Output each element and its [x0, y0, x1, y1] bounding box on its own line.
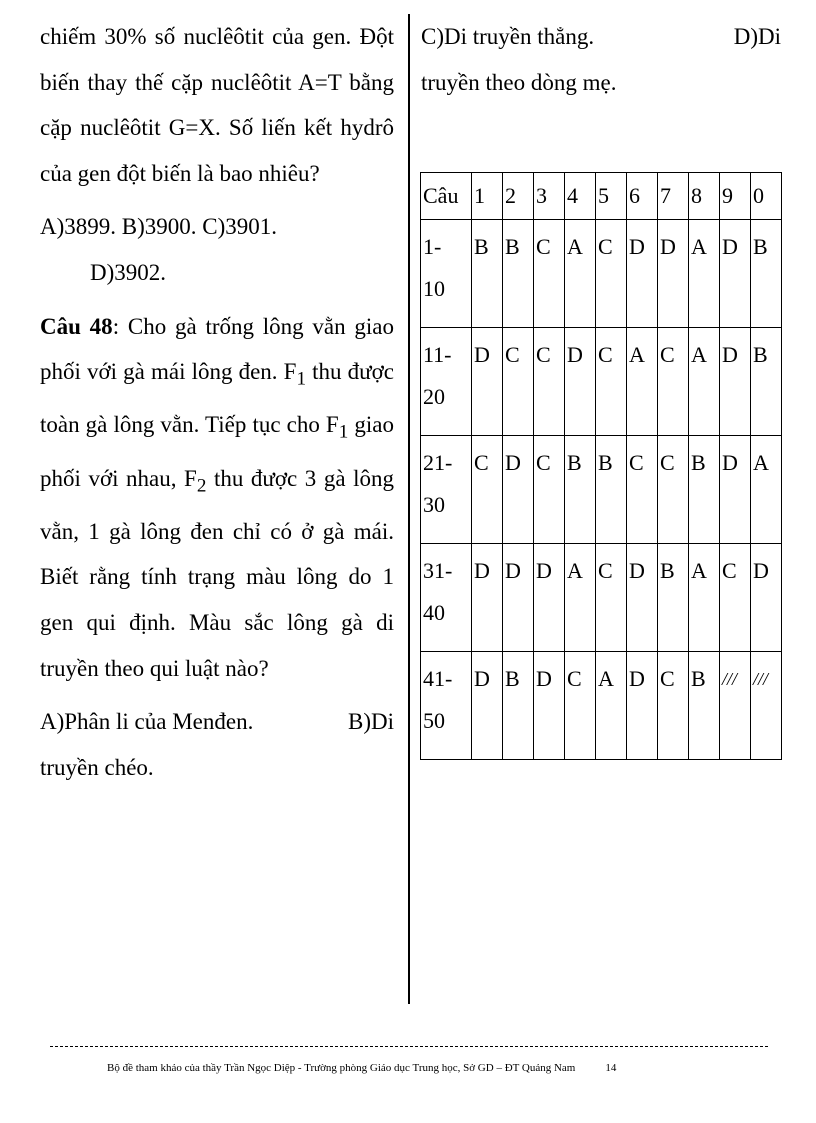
left-column: [40, 14, 394, 790]
answer-cell: B: [596, 436, 627, 544]
answer-cell: A: [689, 220, 720, 328]
question-48-text: Câu 48: Cho gà trống lông vằn giao phối với gà mái lông đen. $F_1$ thu được toàn gà lông vằn. Tiếp tục cho $F_1$ giao phối với nhau, $F_2$ thu được 3 gà lông vằn, 1 gà lông đen chỉ có ở gà mái. Biết rằng tính trạng màu lông do 1 gen qui định. Màu sắc lông gà di truyền theo qui luật nào?: [40, 313, 395, 681]
answer-table: [420, 172, 782, 760]
answer-cell: C: [720, 544, 751, 652]
right-column: [421, 14, 781, 105]
answer-cell: D: [658, 220, 689, 328]
question-48-label: Câu 48: [40, 313, 113, 339]
answer-cell: D: [503, 436, 534, 544]
answer-cell: ///: [720, 652, 751, 760]
answer-cell: D: [720, 328, 751, 436]
option-b-start: B)Di: [348, 709, 394, 735]
option-a: A)Phân li của Menđen.: [40, 709, 254, 735]
table-row: [421, 220, 782, 328]
header-cell: 7: [658, 173, 689, 220]
footer-divider: [50, 1046, 768, 1047]
answer-cell: D: [627, 652, 658, 760]
answer-cell: D: [627, 544, 658, 652]
header-cell: 6: [627, 173, 658, 220]
question-48-options-cd: [421, 14, 781, 60]
option-d-start: D)Di: [733, 24, 781, 49]
header-cell: 0: [751, 173, 782, 220]
row-label: 11- 20: [421, 328, 472, 436]
answer-cell: D: [565, 328, 596, 436]
footer-text: Bộ đề tham khảo của thầy Trần Ngọc Diệp - Trường phòng Giáo dục Trung học, Sở GD – ĐT Quảng Nam: [107, 1062, 576, 1074]
answer-cell: C: [534, 436, 565, 544]
answer-table-header: [421, 173, 782, 220]
answer-cell: C: [472, 436, 503, 544]
header-cell: 4: [565, 173, 596, 220]
answer-cell: C: [503, 328, 534, 436]
answer-cell: B: [689, 436, 720, 544]
answer-cell: B: [503, 652, 534, 760]
answer-cell: B: [751, 328, 782, 436]
table-row: [421, 652, 782, 760]
answer-cell: B: [565, 436, 596, 544]
answer-cell: A: [689, 328, 720, 436]
answer-cell: D: [751, 544, 782, 652]
answer-cell: D: [472, 544, 503, 652]
answer-cell: C: [658, 652, 689, 760]
answer-cell: D: [534, 652, 565, 760]
answer-cell: B: [503, 220, 534, 328]
question-47-text: chiếm 30% số nuclêôtit của gen. Đột biến thay thế cặp nuclêôtit A=T bằng cặp nuclêôtit G=X. Số liến kết hydrô của gen đột biến là bao nhiêu?: [40, 24, 394, 186]
question-47-option-d: D)3902.: [90, 259, 167, 285]
answer-cell: D: [472, 328, 503, 436]
header-cell: 1: [472, 173, 503, 220]
answer-cell: A: [751, 436, 782, 544]
option-b-end: truyền chéo.: [40, 754, 154, 780]
answer-cell: C: [534, 328, 565, 436]
answer-cell: D: [534, 544, 565, 652]
row-label: 31- 40: [421, 544, 472, 652]
answer-cell: C: [596, 544, 627, 652]
question-48-options-ab: [40, 699, 394, 745]
answer-cell: D: [720, 436, 751, 544]
header-cell: 2: [503, 173, 534, 220]
header-cell: 5: [596, 173, 627, 220]
answer-cell: B: [472, 220, 503, 328]
answer-cell: D: [720, 220, 751, 328]
answer-cell: C: [658, 436, 689, 544]
answer-cell: C: [565, 652, 596, 760]
answer-cell: A: [565, 220, 596, 328]
row-label: 21- 30: [421, 436, 472, 544]
answer-cell: D: [627, 220, 658, 328]
answer-cell: B: [658, 544, 689, 652]
answer-cell: A: [565, 544, 596, 652]
table-row: [421, 436, 782, 544]
answer-cell: B: [689, 652, 720, 760]
table-row: [421, 328, 782, 436]
answer-cell: C: [534, 220, 565, 328]
answer-cell: D: [472, 652, 503, 760]
header-cell: Câu: [421, 173, 472, 220]
page-number: 14: [605, 1062, 617, 1074]
option-c: C)Di truyền thẳng.: [421, 24, 595, 49]
answer-cell: C: [627, 436, 658, 544]
page-footer: [107, 1062, 616, 1074]
answer-cell: C: [596, 328, 627, 436]
table-row: [421, 544, 782, 652]
answer-cell: C: [658, 328, 689, 436]
answer-cell: A: [596, 652, 627, 760]
answer-cell: A: [689, 544, 720, 652]
row-label: 1- 10: [421, 220, 472, 328]
question-47-options: A)3899. B)3900. C)3901.: [40, 214, 278, 240]
header-cell: 9: [720, 173, 751, 220]
answer-cell: D: [503, 544, 534, 652]
header-cell: 3: [534, 173, 565, 220]
answer-cell: B: [751, 220, 782, 328]
answer-cell: C: [596, 220, 627, 328]
header-cell: 8: [689, 173, 720, 220]
option-d-end: truyền theo dòng mẹ.: [421, 69, 617, 95]
answer-cell: A: [627, 328, 658, 436]
row-label: 41- 50: [421, 652, 472, 760]
column-divider: [408, 14, 410, 1004]
answer-cell: ///: [751, 652, 782, 760]
